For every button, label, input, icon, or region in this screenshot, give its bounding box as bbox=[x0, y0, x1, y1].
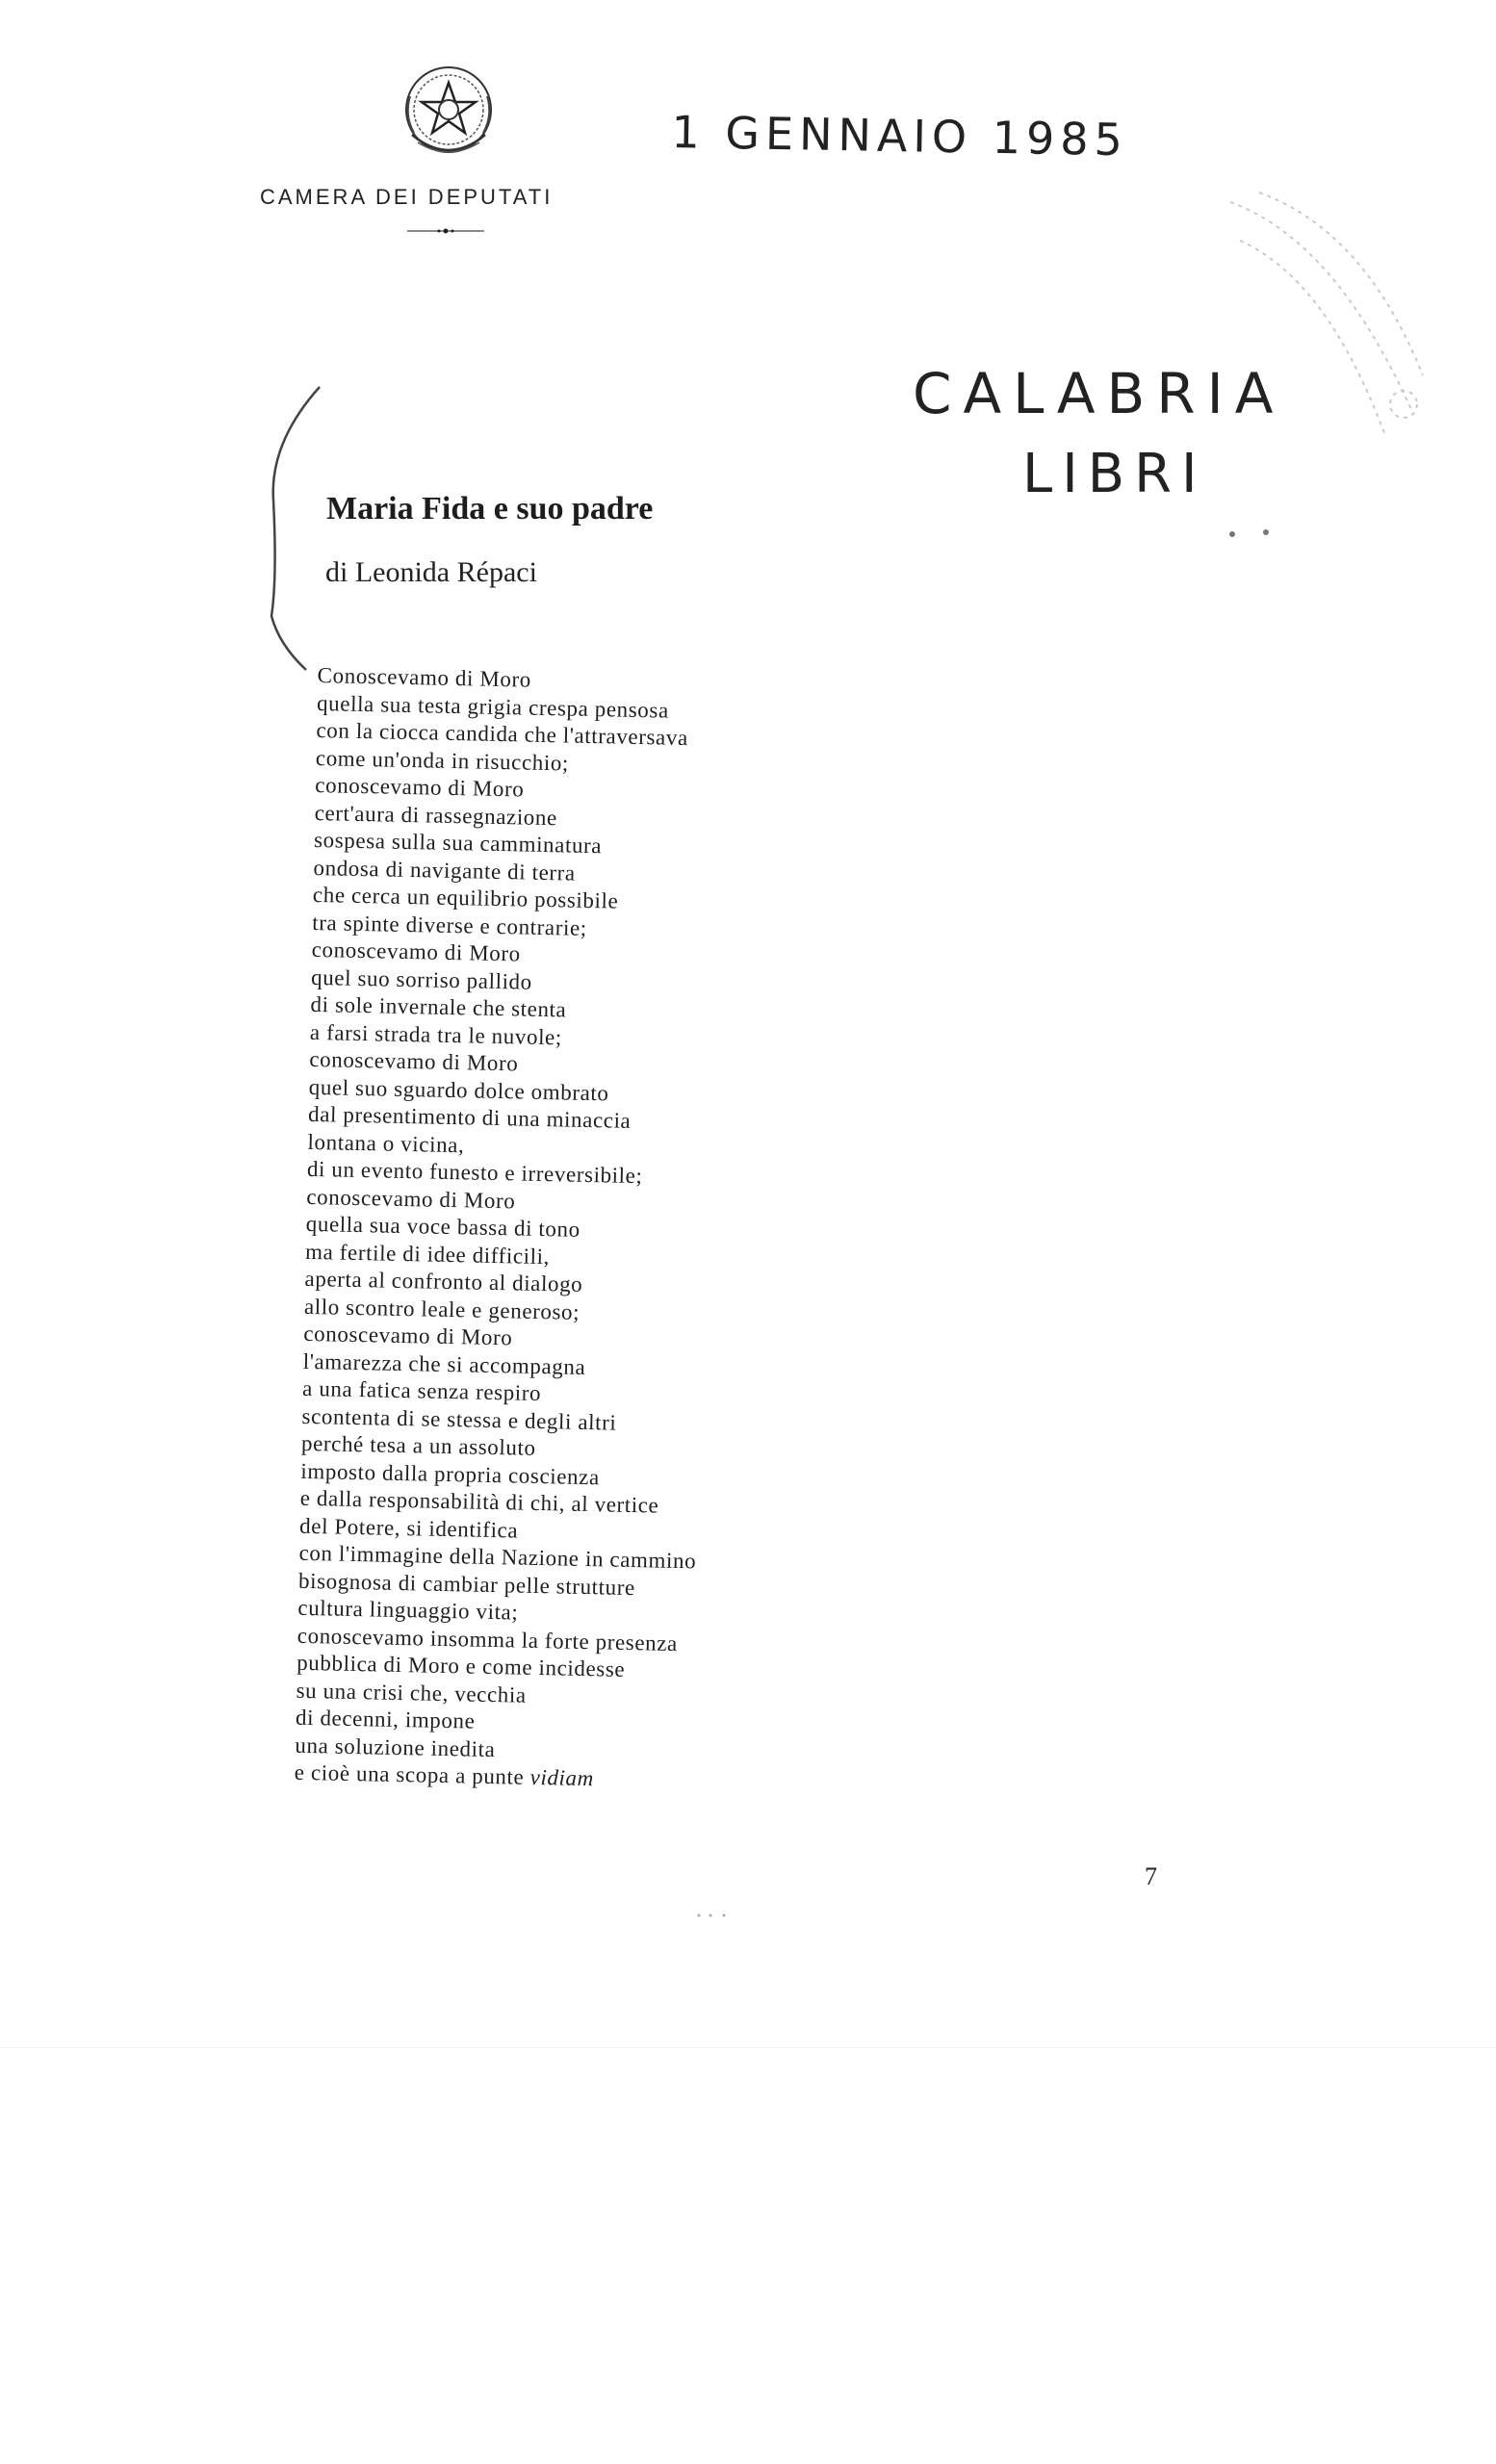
poem-line: imposto dalla propria coscienza bbox=[300, 1458, 601, 1489]
poem-line: scontenta di se stessa e degli altri bbox=[301, 1403, 617, 1435]
poem-line: allo scontro leale e generoso; bbox=[303, 1294, 580, 1324]
poem-line: Conoscevamo di Moro bbox=[317, 662, 532, 692]
decorative-rule bbox=[407, 227, 484, 235]
scan-dust bbox=[693, 1911, 732, 1920]
scan-specks bbox=[1223, 525, 1280, 544]
chamber-name: CAMERA DEI DEPUTATI bbox=[260, 185, 554, 209]
poem-line: conoscevamo di Moro bbox=[315, 772, 525, 802]
poem-line: conoscevamo di Moro bbox=[309, 1046, 519, 1076]
poem-line: conoscevamo di Moro bbox=[303, 1321, 513, 1350]
last-line-italic: vidiam bbox=[529, 1764, 595, 1791]
poem-line: conoscevamo di Moro bbox=[306, 1184, 516, 1213]
poem-line: dal presentimento di una minaccia bbox=[307, 1101, 632, 1133]
poem-line: ondosa di navigante di terra bbox=[313, 855, 577, 886]
page-number: 7 bbox=[1145, 1862, 1157, 1890]
poem-line: aperta al confronto al dialogo bbox=[304, 1266, 583, 1296]
poem-line: che cerca un equilibrio possibile bbox=[312, 882, 619, 913]
poem-line: una soluzione inedita bbox=[295, 1732, 496, 1761]
poem-line: di un evento funesto e irreversibile; bbox=[306, 1156, 643, 1189]
poem-line: tra spinte diverse e contrarie; bbox=[312, 910, 588, 940]
handwritten-section: LIBRI bbox=[1022, 443, 1207, 505]
poem-line: conoscevamo insomma la forte presenza bbox=[297, 1623, 679, 1656]
handwritten-region: CALABRIA bbox=[913, 361, 1285, 426]
poem-line: quella sua testa grigia crespa pensosa bbox=[316, 690, 670, 723]
handwritten-date: 1 GENNAIO 1985 bbox=[671, 106, 1129, 167]
poem-line: pubblica di Moro e come incidesse bbox=[296, 1650, 626, 1681]
poem-body bbox=[295, 662, 857, 1798]
italian-republic-emblem-icon bbox=[395, 58, 503, 171]
poem-line: del Potere, si identifica bbox=[298, 1513, 519, 1543]
poem-line: di sole invernale che stenta bbox=[310, 991, 567, 1022]
poem-line: conoscevamo di Moro bbox=[311, 937, 522, 966]
poem-line: come un'onda in risucchio; bbox=[315, 745, 570, 775]
poem-line: bisognosa di cambiar pelle strutture bbox=[297, 1568, 636, 1600]
poem-line: quel suo sguardo dolce ombrato bbox=[308, 1074, 609, 1105]
poem-line: perché tesa a un assoluto bbox=[300, 1430, 536, 1460]
poem-line: cultura linguaggio vita; bbox=[297, 1595, 519, 1625]
poem-line: su una crisi che, vecchia bbox=[296, 1678, 527, 1707]
poem-line: e dalla responsabilità di chi, al vertice bbox=[299, 1485, 659, 1518]
poem-line: a una fatica senza respiro bbox=[301, 1375, 542, 1406]
poem-line: con l'immagine della Nazione in cammino bbox=[298, 1540, 697, 1574]
poem-line: quel suo sorriso pallido bbox=[310, 964, 533, 994]
poem-line: di decenni, impone bbox=[295, 1705, 476, 1733]
last-line-text: e cioè una scopa a punte bbox=[294, 1759, 530, 1789]
article-title: Maria Fida e suo padre bbox=[326, 491, 654, 526]
poem-line: ma fertile di idee difficili, bbox=[304, 1239, 551, 1269]
margin-bracket-mark bbox=[260, 385, 337, 674]
faded-stamp bbox=[1221, 183, 1432, 443]
poem-line: a farsi strada tra le nuvole; bbox=[309, 1019, 563, 1049]
poem-line: con la ciocca candida che l'attraversava bbox=[316, 717, 689, 751]
poem-line: quella sua voce bassa di tono bbox=[305, 1211, 581, 1242]
poem-line: cert'aura di rassegnazione bbox=[314, 800, 558, 830]
article-byline: di Leonida Répaci bbox=[325, 556, 537, 588]
poem-line: sospesa sulla sua camminatura bbox=[313, 827, 603, 859]
poem-line: l'amarezza che si accompagna bbox=[302, 1348, 586, 1379]
poem-line: lontana o vicina, bbox=[307, 1129, 465, 1157]
